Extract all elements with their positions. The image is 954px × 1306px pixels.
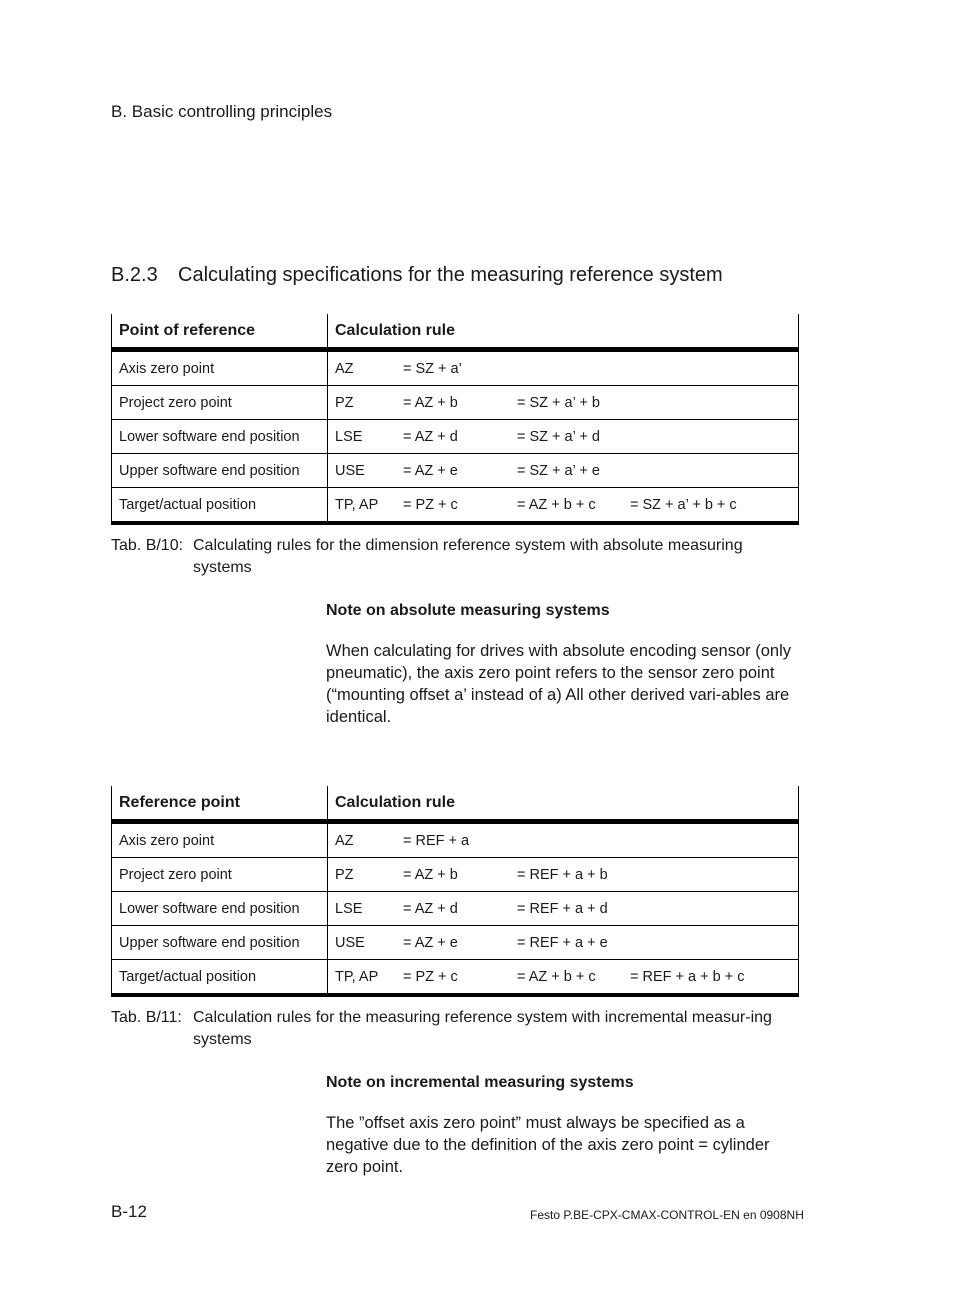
row-rule: [328, 858, 799, 892]
chapter-header: B. Basic controlling principles: [111, 102, 333, 121]
row-symbol: AZ: [335, 832, 354, 849]
table-row: [112, 822, 799, 858]
row-expr-3: = REF + a + b + c: [630, 968, 745, 985]
row-symbol: LSE: [335, 428, 363, 445]
section-heading: [111, 264, 723, 287]
row-point: Axis zero point: [112, 822, 328, 858]
row-rule: [328, 822, 799, 858]
row-point: Upper software end position: [112, 926, 328, 960]
row-rule: [328, 454, 799, 488]
row-expr-1: = AZ + b: [403, 866, 458, 883]
row-rule: [328, 488, 799, 524]
table-row: [112, 926, 799, 960]
row-symbol: PZ: [335, 866, 354, 883]
table-row: [112, 454, 799, 488]
row-expr-1: = AZ + e: [403, 934, 458, 951]
document-reference: Festo P.BE-CPX-CMAX-CONTROL-EN en 0908NH: [530, 1208, 804, 1222]
table-header-point: Point of reference: [112, 314, 328, 350]
row-point: Upper software end position: [112, 454, 328, 488]
row-point: Lower software end position: [112, 892, 328, 926]
table-header-point: Reference point: [112, 786, 328, 822]
row-rule: [328, 892, 799, 926]
row-expr-2: = REF + a + d: [517, 900, 608, 917]
table-row: [112, 858, 799, 892]
table-caption: [111, 535, 799, 579]
row-symbol: USE: [335, 934, 365, 951]
row-expr-1: = REF + a: [403, 832, 470, 849]
caption-label: Tab. B/11:: [111, 1009, 182, 1026]
table-absolute: [111, 314, 799, 525]
row-symbol: TP, AP: [335, 496, 379, 513]
row-point: Target/actual position: [112, 488, 328, 524]
note-body: The ”offset axis zero point” must always be specified as a negative due to the definition of the axis zero point = cylinder zero point.: [326, 1114, 770, 1176]
table-incremental: [111, 786, 799, 997]
row-expr-3: = SZ + a’ + b + c: [630, 496, 737, 513]
section-title: Calculating specifications for the measuring reference system: [178, 264, 723, 286]
caption-text: Calculating rules for the dimension reference system with absolute measuring systems: [193, 537, 743, 576]
row-expr-2: = AZ + b + c: [517, 496, 596, 513]
table-header-rule: Calculation rule: [328, 786, 799, 822]
row-expr-2: = SZ + a’ + b: [517, 394, 600, 411]
row-expr-2: = SZ + a’ + d: [517, 428, 600, 445]
table-row: [112, 386, 799, 420]
row-rule: [328, 420, 799, 454]
row-symbol: USE: [335, 462, 365, 479]
caption-text: Calculation rules for the measuring reference system with incremental measur-ing systems: [193, 1009, 772, 1048]
table-header-rule: Calculation rule: [328, 314, 799, 350]
row-expr-2: = REF + a + b: [517, 866, 608, 883]
row-expr-1: = AZ + b: [403, 394, 458, 411]
row-rule: [328, 960, 799, 996]
row-expr-2: = SZ + a’ + e: [517, 462, 600, 479]
page-number: B-12: [111, 1202, 147, 1221]
table-caption: [111, 1007, 799, 1051]
row-symbol: TP, AP: [335, 968, 379, 985]
table-row: [112, 350, 799, 386]
note-title: Note on incremental measuring systems: [326, 1074, 634, 1091]
row-expr-1: = AZ + d: [403, 900, 458, 917]
row-symbol: AZ: [335, 360, 354, 377]
row-point: Project zero point: [112, 858, 328, 892]
table-row: [112, 892, 799, 926]
row-expr-1: = SZ + a’: [403, 360, 462, 377]
row-expr-1: = AZ + e: [403, 462, 458, 479]
row-expr-2: [517, 361, 630, 377]
table-row: [112, 960, 799, 996]
row-rule: [328, 926, 799, 960]
row-expr-2: [517, 833, 630, 849]
row-rule: [328, 386, 799, 420]
row-symbol: PZ: [335, 394, 354, 411]
note-body: When calculating for drives with absolute encoding sensor (only pneumatic), the axis zero point refers to the sensor zero point (“mounting offset a’ instead of a) All other derived vari-ables are identical.: [326, 642, 791, 726]
row-expr-1: = PZ + c: [403, 496, 458, 513]
table-row: [112, 488, 799, 524]
row-symbol: LSE: [335, 900, 363, 917]
row-expr-2: = REF + a + e: [517, 934, 608, 951]
row-rule: [328, 350, 799, 386]
caption-label: Tab. B/10:: [111, 537, 184, 554]
row-expr-2: = AZ + b + c: [517, 968, 596, 985]
row-expr-1: = PZ + c: [403, 968, 458, 985]
row-point: Lower software end position: [112, 420, 328, 454]
row-expr-1: = AZ + d: [403, 428, 458, 445]
row-point: Axis zero point: [112, 350, 328, 386]
section-number: B.2.3: [111, 264, 158, 286]
table-row: [112, 420, 799, 454]
row-point: Project zero point: [112, 386, 328, 420]
row-point: Target/actual position: [112, 960, 328, 996]
note-title: Note on absolute measuring systems: [326, 602, 610, 619]
